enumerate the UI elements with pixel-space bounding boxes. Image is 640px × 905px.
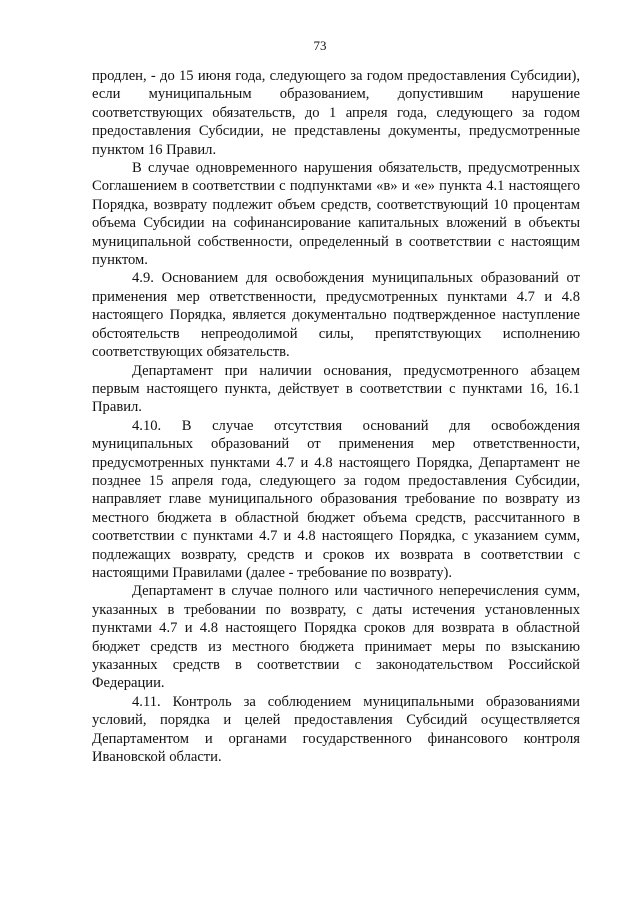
paragraph: 4.9. Основанием для освобождения муниципальных образований от применения мер ответственности, предусмотренных пунктами 4.7 и 4.8 настоящего Порядка, является документально подтвержденное наступление обстоятельств непреодолимой силы, препятствующих исполнению соответствующих обязательств. — [92, 270, 580, 361]
paragraph: Департамент при наличии основания, предусмотренного абзацем первым настоящего пункта, действует в соответствии с пунктами 16, 16.1 Правил. — [92, 362, 580, 416]
paragraph: 4.11. Контроль за соблюдением муниципальными образованиями условий, порядка и целей предоставления Субсидий осуществляется Департаментом и органами государственного финансового контроля Ивановской области. — [92, 693, 580, 766]
paragraph: 4.10. В случае отсутствия оснований для освобождения муниципальных образований от применения мер ответственности, предусмотренных пунктами 4.7 и 4.8 настоящего Порядка, Департамент не позднее 15 апреля года, следующего за годом предоставления Субсидии, направляет главе муниципального образования требование по возврату из местного бюджета в областной бюджет объема средств, рассчитанного в соответствии с пунктами 4.7 и 4.8 настоящего Порядка, с указанием сумм, подлежащих возврату, средств и сроков их возврата в соответствии с настоящими Правилами (далее - требование по возврату). — [92, 417, 580, 581]
paragraph: продлен, - до 15 июня года, следующего за годом предоставления Субсидии), если муниципальным образованием, допустившим нарушение соответствующих обязательств, до 1 апреля года, следующего за годом предоставления Субсидии, не представлены документы, предусмотренные пунктом 16 Правил. — [92, 68, 580, 158]
page-number: 73 — [313, 38, 327, 53]
document-body — [92, 67, 580, 766]
paragraph: Департамент в случае полного или частичного неперечисления сумм, указанных в требовании по возврату, с даты истечения установленных пунктами 4.7 и 4.8 настоящего Порядка сроков для возврата в областной бюджет средств из местного бюджета принимает меры по взысканию указанных средств в соответствии с законодательством Российской Федерации. — [92, 583, 580, 692]
paragraph: В случае одновременного нарушения обязательств, предусмотренных Соглашением в соответствии с подпунктами «в» и «е» пункта 4.1 настоящего Порядка, возврату подлежит объем средств, соответствующий 10 процентам объема Субсидии на софинансирование капитальных вложений в объекты муниципальной собственности, определенный в соответствии с настоящим пунктом. — [92, 160, 580, 269]
